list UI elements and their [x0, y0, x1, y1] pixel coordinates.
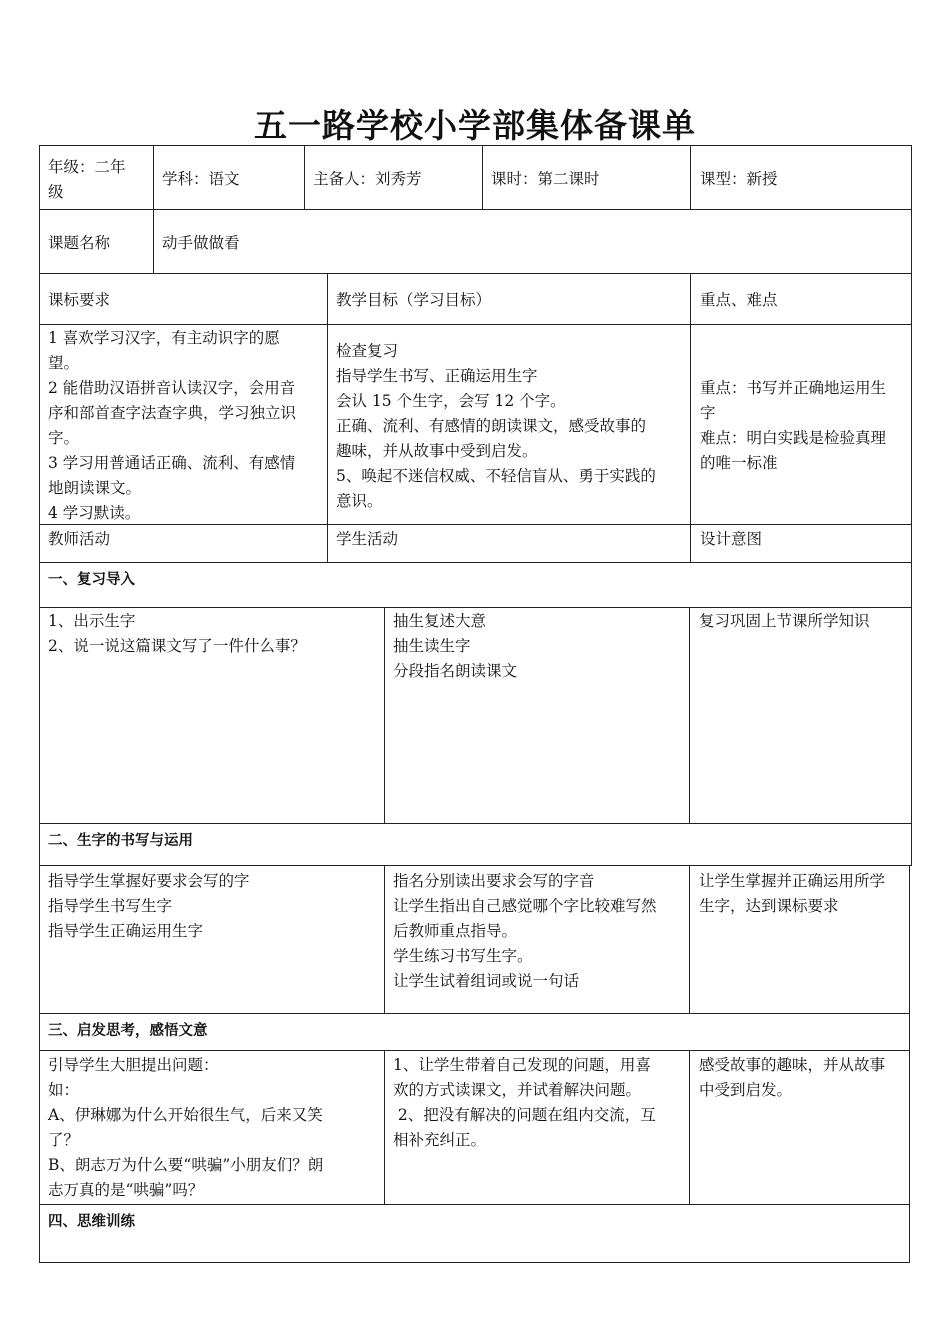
section-2-design	[699, 869, 885, 919]
teacher-line: 如：	[48, 1081, 80, 1099]
teacher-line: 引导学生大胆提出问题：	[48, 1056, 219, 1074]
teacher-line: 指导学生掌握好要求会写的字	[48, 872, 250, 890]
standards-line: 1 喜欢学习汉字，有主动识字的愿	[48, 329, 280, 347]
divider	[39, 865, 912, 866]
design-line: 复习巩固上节课所学知识	[699, 612, 870, 630]
divider	[39, 324, 912, 325]
student-line: 抽生读生字	[393, 637, 471, 655]
keypoints-line: 难点：明白实践是检验真理	[700, 429, 887, 447]
objectives-line: 趣味，并从故事中受到启发。	[336, 442, 538, 460]
lesson-type-cell: 课型：新授	[700, 170, 778, 188]
objectives-line: 5、唤起不迷信权威、不轻信盲从、勇于实践的	[336, 467, 656, 485]
divider	[39, 1050, 910, 1051]
design-intent-header: 设计意图	[700, 530, 763, 548]
student-line: 欢的方式读课文，并试着解决问题。	[393, 1081, 642, 1099]
topic-label: 课题名称	[48, 234, 111, 252]
design-line: 感受故事的趣味，并从故事	[699, 1056, 886, 1074]
divider	[39, 209, 912, 210]
standards-line: 4 学习默读。	[48, 504, 141, 522]
table-border-bottom	[39, 1262, 910, 1263]
section-title: 三、启发思考，感悟文意	[48, 1023, 208, 1039]
student-line: 指名分别读出要求会写的字音	[393, 872, 595, 890]
student-line: 2、把没有解决的问题在组内交流，互	[393, 1106, 656, 1124]
objectives-line: 正确、流利、有感情的朗读课文，感受故事的	[336, 417, 647, 435]
keypoints-line: 的唯一标准	[700, 454, 778, 472]
objectives-content	[336, 339, 656, 514]
section-title: 二、生字的书写与运用	[48, 833, 193, 849]
student-line: 分段指名朗读课文	[393, 662, 518, 680]
student-line: 让学生指出自己感觉哪个字比较难写然	[393, 897, 657, 915]
student-line: 后教师重点指导。	[393, 922, 518, 940]
subject-cell: 学科：语文	[162, 170, 240, 188]
divider	[327, 273, 328, 562]
keypoints-line: 重点：书写并正确地运用生	[700, 379, 887, 397]
divider	[39, 562, 912, 563]
student-line: 1、让学生带着自己发现的问题，用喜	[393, 1056, 651, 1074]
student-line: 抽生复述大意	[393, 612, 487, 630]
standards-line: 序和部首查字法查字典，学习独立识	[48, 404, 297, 422]
teacher-line: 1、出示生字	[48, 612, 136, 630]
divider	[304, 145, 305, 209]
grade-line-1: 年级：二年	[48, 158, 126, 176]
objectives-line: 会认 15 个生字，会写 12 个字。	[336, 392, 566, 410]
teacher-line: 指导学生书写生字	[48, 897, 173, 915]
student-line: 相补充纠正。	[393, 1131, 487, 1149]
divider	[39, 1013, 910, 1014]
topic-value: 动手做做看	[162, 234, 240, 252]
teacher-line: 指导学生正确运用生字	[48, 922, 204, 940]
teacher-line: 了？	[48, 1131, 80, 1149]
section-3-design	[699, 1053, 885, 1103]
design-line: 中受到启发。	[699, 1081, 793, 1099]
section-1-design	[699, 609, 870, 634]
standards-line: 地朗读课文。	[48, 479, 142, 497]
student-line: 让学生试着组词或说一句话	[393, 972, 580, 990]
teacher-activity-header: 教师活动	[48, 530, 111, 548]
grade-line-2: 级	[48, 183, 64, 201]
divider	[384, 865, 385, 1013]
divider	[482, 145, 483, 209]
divider	[39, 1204, 910, 1205]
keypoints-line: 字	[700, 404, 716, 422]
teacher-line: 2、说一说这篇课文写了一件什么事？	[48, 637, 306, 655]
divider	[39, 607, 912, 608]
divider	[39, 273, 912, 274]
divider	[39, 524, 912, 525]
section-3-teacher	[48, 1053, 323, 1203]
objectives-line: 指导学生书写、正确运用生字	[336, 367, 538, 385]
keypoints-header: 重点、难点	[700, 291, 778, 309]
preparer-cell: 主备人：刘秀芳	[313, 170, 422, 188]
table-border-left	[39, 145, 40, 1263]
standards-line: 字。	[48, 429, 80, 447]
teacher-line: B、朗志万为什么要“哄骗”小朋友们？朗	[48, 1156, 324, 1174]
divider	[689, 1050, 690, 1204]
standards-line: 2 能借助汉语拼音认读汉字，会用音	[48, 379, 296, 397]
lesson-cell: 课时：第二课时	[491, 170, 600, 188]
table-border-right	[911, 145, 912, 865]
section-1-teacher	[48, 609, 306, 659]
teacher-line: 志万真的是“哄骗”吗？	[48, 1181, 204, 1199]
divider	[690, 145, 691, 209]
divider	[384, 1050, 385, 1204]
divider	[39, 823, 912, 824]
student-line: 学生练习书写生字。	[393, 947, 533, 965]
student-activity-header: 学生活动	[336, 530, 399, 548]
divider	[384, 607, 385, 823]
section-title: 一、复习导入	[48, 572, 135, 588]
divider	[689, 865, 690, 1013]
section-2-student	[393, 869, 657, 994]
standards-line: 3 学习用普通话正确、流利、有感情	[48, 454, 296, 472]
design-line: 生字，达到课标要求	[699, 897, 839, 915]
section-3-student	[393, 1053, 656, 1153]
objectives-header: 教学目标（学习目标）	[336, 291, 492, 309]
section-title: 四、思维训练	[48, 1214, 135, 1230]
section-2-teacher	[48, 869, 250, 944]
teacher-line: A、伊琳娜为什么开始很生气，后来又笑	[48, 1106, 323, 1124]
divider	[689, 607, 690, 823]
divider	[690, 273, 691, 562]
standards-header: 课标要求	[48, 291, 111, 309]
page-title: 五一路学校小学部集体备课单	[254, 106, 696, 145]
objectives-line: 检查复习	[336, 342, 399, 360]
keypoints-content	[700, 376, 886, 476]
section-1-student	[393, 609, 517, 684]
standards-content	[48, 326, 296, 526]
objectives-line: 意识。	[336, 492, 383, 510]
grade-cell	[48, 155, 126, 205]
standards-line: 望。	[48, 354, 80, 372]
design-line: 让学生掌握并正确运用所学	[699, 872, 886, 890]
table-border-top	[39, 145, 912, 146]
